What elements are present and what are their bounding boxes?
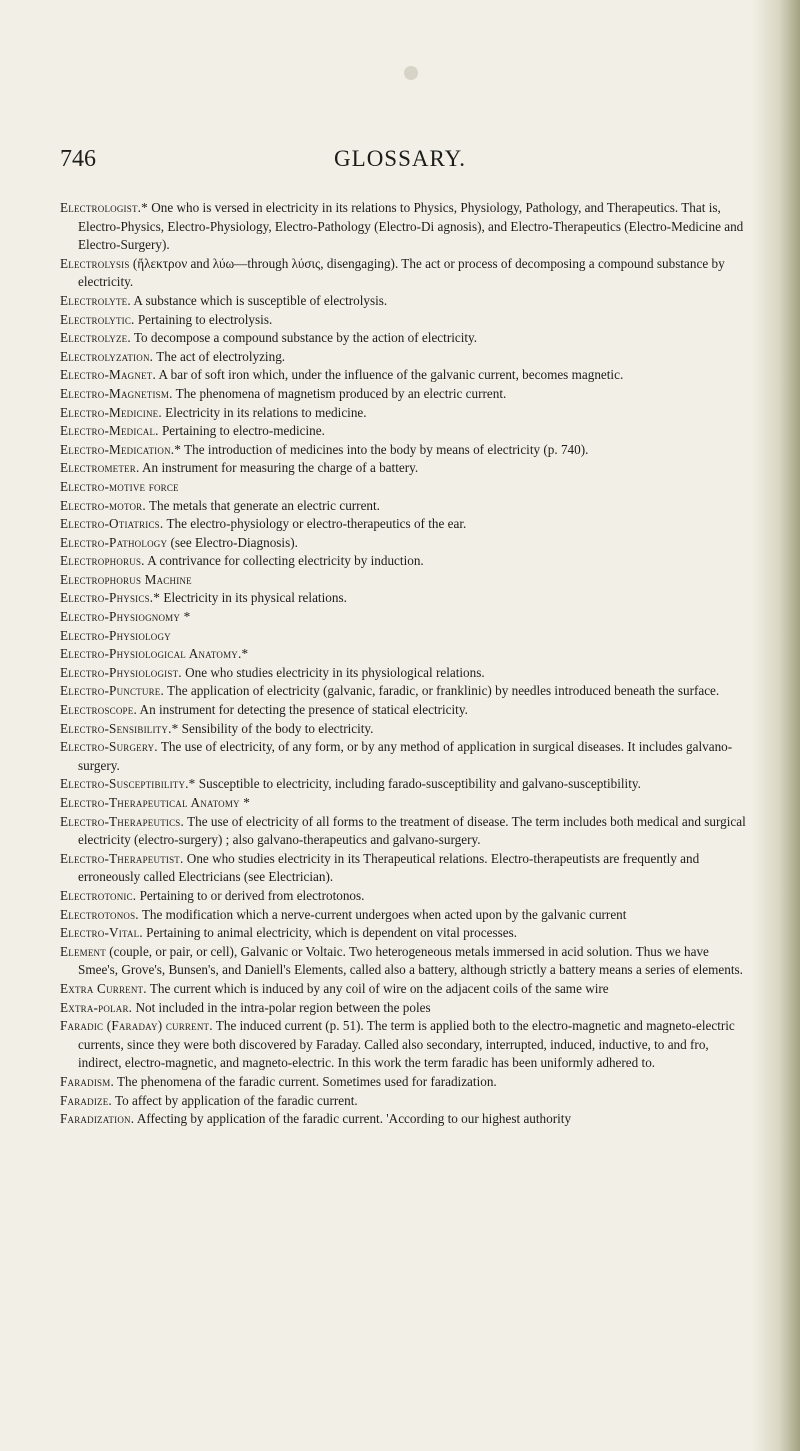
glossary-entry	[60, 404, 750, 423]
page-header	[60, 146, 740, 182]
glossary-entry	[60, 255, 750, 292]
glossary-entry	[60, 627, 750, 646]
entry-term: Electro-Physiological Anatomy.*	[60, 646, 249, 662]
glossary-entry	[60, 366, 750, 385]
glossary-entry	[60, 1092, 750, 1111]
entry-term: Electro-Otiatrics.	[60, 516, 164, 532]
entry-definition: The current which is induced by any coil of wire on the adjacent coils of the same wire	[149, 980, 609, 996]
entry-definition: Pertaining to animal electricity, which is dependent on vital processes.	[146, 925, 517, 941]
entry-definition: Susceptible to electricity, including farado-susceptibility and galvano-susceptibility.	[198, 776, 641, 792]
entry-term: Electro-Therapeutist.	[60, 850, 184, 866]
entry-definition: Pertaining to or derived from electrotonos.	[139, 887, 365, 903]
entry-term: Electro-Medication.*	[60, 441, 182, 457]
entry-term: Electrophorus Machine	[60, 571, 192, 587]
page-edge-shadow	[752, 0, 800, 1451]
entry-term: Faradization.	[60, 1111, 135, 1127]
entry-term: Electro-Physics.*	[60, 590, 161, 606]
page-number: 746	[60, 146, 96, 172]
entry-definition: An instrument for measuring the charge of a battery.	[142, 460, 419, 476]
entry-term: Electrolysis	[60, 255, 130, 271]
entry-term: Electroscope.	[60, 702, 137, 718]
entry-term: Faradize.	[60, 1092, 112, 1108]
entry-definition: The induced current (p. 51). The term is applied both to the electro-magnetic and magneto-electric currents, since they were both discovered by Faraday. Called also secondary, interrupted, induced, inductive, to and fro, indirect, electro-magnetic, and magneto-electric. In this work the term faradic has been uniformly adhered to.	[78, 1018, 735, 1071]
entry-definition: To decompose a compound substance by the action of electricity.	[133, 330, 478, 346]
entry-term: Faradism.	[60, 1073, 114, 1089]
entry-term: Electrolyte.	[60, 292, 131, 308]
entry-term: Electro-motor.	[60, 497, 146, 513]
entry-term: Electro-Physiology	[60, 627, 171, 643]
entry-term: Electro-Magnet.	[60, 367, 156, 383]
glossary-entry	[60, 459, 750, 478]
entry-term: Electro-Physiologist.	[60, 664, 182, 680]
entry-definition: To affect by application of the faradic current.	[115, 1092, 358, 1108]
glossary-entry	[60, 552, 750, 571]
glossary-entry	[60, 701, 750, 720]
glossary-entry	[60, 571, 750, 590]
entry-definition: An instrument for detecting the presence of statical electricity.	[139, 702, 468, 718]
glossary-entry	[60, 924, 750, 943]
glossary-entry	[60, 645, 750, 664]
entry-definition: The introduction of medicines into the body by means of electricity (p. 740).	[184, 441, 589, 457]
entry-definition: A substance which is susceptible of electrolysis.	[133, 292, 388, 308]
entry-definition: Pertaining to electrolysis.	[137, 311, 273, 327]
entry-term: Electro-Pathology	[60, 534, 168, 550]
glossary-entry	[60, 311, 750, 330]
glossary-entry	[60, 385, 750, 404]
entry-term: Electro-Therapeutical Anatomy *	[60, 795, 251, 810]
glossary-entry	[60, 682, 750, 701]
entry-definition: (ἤλεκτρον and λύω—through λύσις, disengaging). The act or process of decomposing a compound substance by electricity.	[78, 255, 725, 290]
entry-definition: Pertaining to electro-medicine.	[161, 423, 325, 439]
glossary-entry	[60, 1017, 750, 1073]
glossary-entry	[60, 422, 750, 441]
entry-definition: The phenomena of magnetism produced by an electric current.	[175, 385, 507, 401]
entry-term: Electro-Puncture.	[60, 683, 164, 699]
glossary-entry	[60, 794, 750, 813]
entry-term: Electrologist.*	[60, 200, 148, 215]
entry-term: Electrolyze.	[60, 330, 131, 346]
entry-term: Electrolytic.	[60, 311, 135, 327]
entry-term: Element	[60, 943, 106, 959]
entry-definition: The act of electrolyzing.	[156, 348, 286, 364]
entry-term: Electro-Physiognomy *	[60, 609, 191, 625]
entry-term: Electro-Surgery.	[60, 739, 158, 755]
entry-definition: A bar of soft iron which, under the influence of the galvanic current, becomes magnetic.	[158, 367, 624, 383]
entry-term: Extra-polar.	[60, 999, 133, 1015]
entry-definition: Electricity in its physical relations.	[163, 590, 347, 606]
entry-definition: The electro-physiology or electro-therapeutics of the ear.	[166, 516, 467, 532]
glossary-entry	[60, 775, 750, 794]
glossary-entry	[60, 478, 750, 497]
entry-term: Electrotonos.	[60, 906, 139, 922]
entry-term: Electro-motive force	[60, 478, 179, 494]
glossary-entry	[60, 497, 750, 516]
glossary-entry	[60, 1073, 750, 1092]
entry-term: Electro-Medical.	[60, 423, 159, 439]
entry-term: Faradic (Faraday) current.	[60, 1018, 213, 1034]
glossary-entry	[60, 738, 750, 775]
entry-term: Electrometer.	[60, 460, 140, 476]
page-heading: GLOSSARY.	[334, 146, 466, 171]
entry-term: Electro-Sensibility.*	[60, 720, 179, 736]
entry-definition: One who studies electricity in its Therapeutical relations. Electro-therapeutists are frequently and erroneously called Electricians (see Electrician).	[78, 850, 700, 885]
entry-definition: One who studies electricity in its physiological relations.	[185, 664, 485, 680]
entry-definition: (see Electro-Diagnosis).	[170, 534, 298, 550]
glossary-entry	[60, 943, 750, 980]
glossary-entry	[60, 515, 750, 534]
entry-definition: The application of electricity (galvanic, faradic, or franklinic) by needles introduced beneath the surface.	[167, 683, 720, 699]
entry-definition: The phenomena of the faradic current. Sometimes used for faradization.	[117, 1073, 497, 1089]
glossary-entry	[60, 199, 750, 255]
glossary-entry	[60, 534, 750, 553]
glossary-entry	[60, 664, 750, 683]
entry-term: Electrotonic.	[60, 887, 137, 903]
entry-term: Electro-Susceptibility.*	[60, 776, 196, 792]
glossary-entry	[60, 608, 750, 627]
entry-definition: Not included in the intra-polar region between the poles	[135, 999, 431, 1015]
paper-stain	[404, 66, 418, 80]
glossary-entry	[60, 348, 750, 367]
glossary-entry	[60, 441, 750, 460]
glossary-entry	[60, 850, 750, 887]
glossary-entry	[60, 720, 750, 739]
entry-term: Electro-Therapeutics.	[60, 813, 185, 829]
entry-definition: Electricity in its relations to medicine.	[165, 404, 367, 420]
entry-term: Electro-Vital.	[60, 925, 143, 941]
entry-term: Extra Current.	[60, 980, 147, 996]
glossary-entry	[60, 980, 750, 999]
entry-definition: One who is versed in electricity in its relations to Physics, Physiology, Pathology, and Therapeutics. That is, Electro-Physics, Electro-Physiology, Electro-Pathology (Electro-Di agnosis), and Electro-Therapeutics (Electro-Medicine and Electro-Surgery).	[78, 200, 744, 253]
entry-definition: (couple, or pair, or cell), Galvanic or Voltaic. Two heterogeneous metals immersed in acid solution. Thus we have Smee's, Grove's, Bunsen's, and Daniell's Elements, called also a battery, although strictly a battery means a series of elements.	[78, 943, 743, 978]
entry-definition: The use of electricity, of any form, or by any method of application in surgical diseases. It includes galvano-surgery.	[78, 739, 733, 773]
glossary-entry	[60, 887, 750, 906]
glossary-entry	[60, 906, 750, 925]
entry-definition: Sensibility of the body to electricity.	[181, 720, 374, 736]
entry-definition: A contrivance for collecting electricity by induction.	[147, 553, 424, 569]
glossary-entry	[60, 1110, 750, 1129]
glossary-entry	[60, 292, 750, 311]
entry-definition: The use of electricity of all forms to the treatment of disease. The term includes both medical and surgical electricity (electro-surgery) ; also galvano-therapeutics and galvano-surgery.	[78, 813, 746, 848]
entry-term: Electro-Medicine.	[60, 404, 162, 420]
entry-term: Electro-Magnetism.	[60, 385, 173, 401]
glossary-entry	[60, 813, 750, 850]
entry-definition: The metals that generate an electric current.	[148, 497, 380, 513]
entry-term: Electrolyzation.	[60, 348, 154, 364]
glossary-entry	[60, 329, 750, 348]
entry-definition: The modification which a nerve-current undergoes when acted upon by the galvanic current	[141, 906, 627, 922]
glossary-entry	[60, 589, 750, 608]
entry-term: Electrophorus.	[60, 553, 145, 569]
glossary-entry	[60, 999, 750, 1018]
glossary-entries	[60, 199, 750, 1129]
entry-definition: Affecting by application of the faradic current. 'According to our highest authority	[136, 1111, 572, 1127]
